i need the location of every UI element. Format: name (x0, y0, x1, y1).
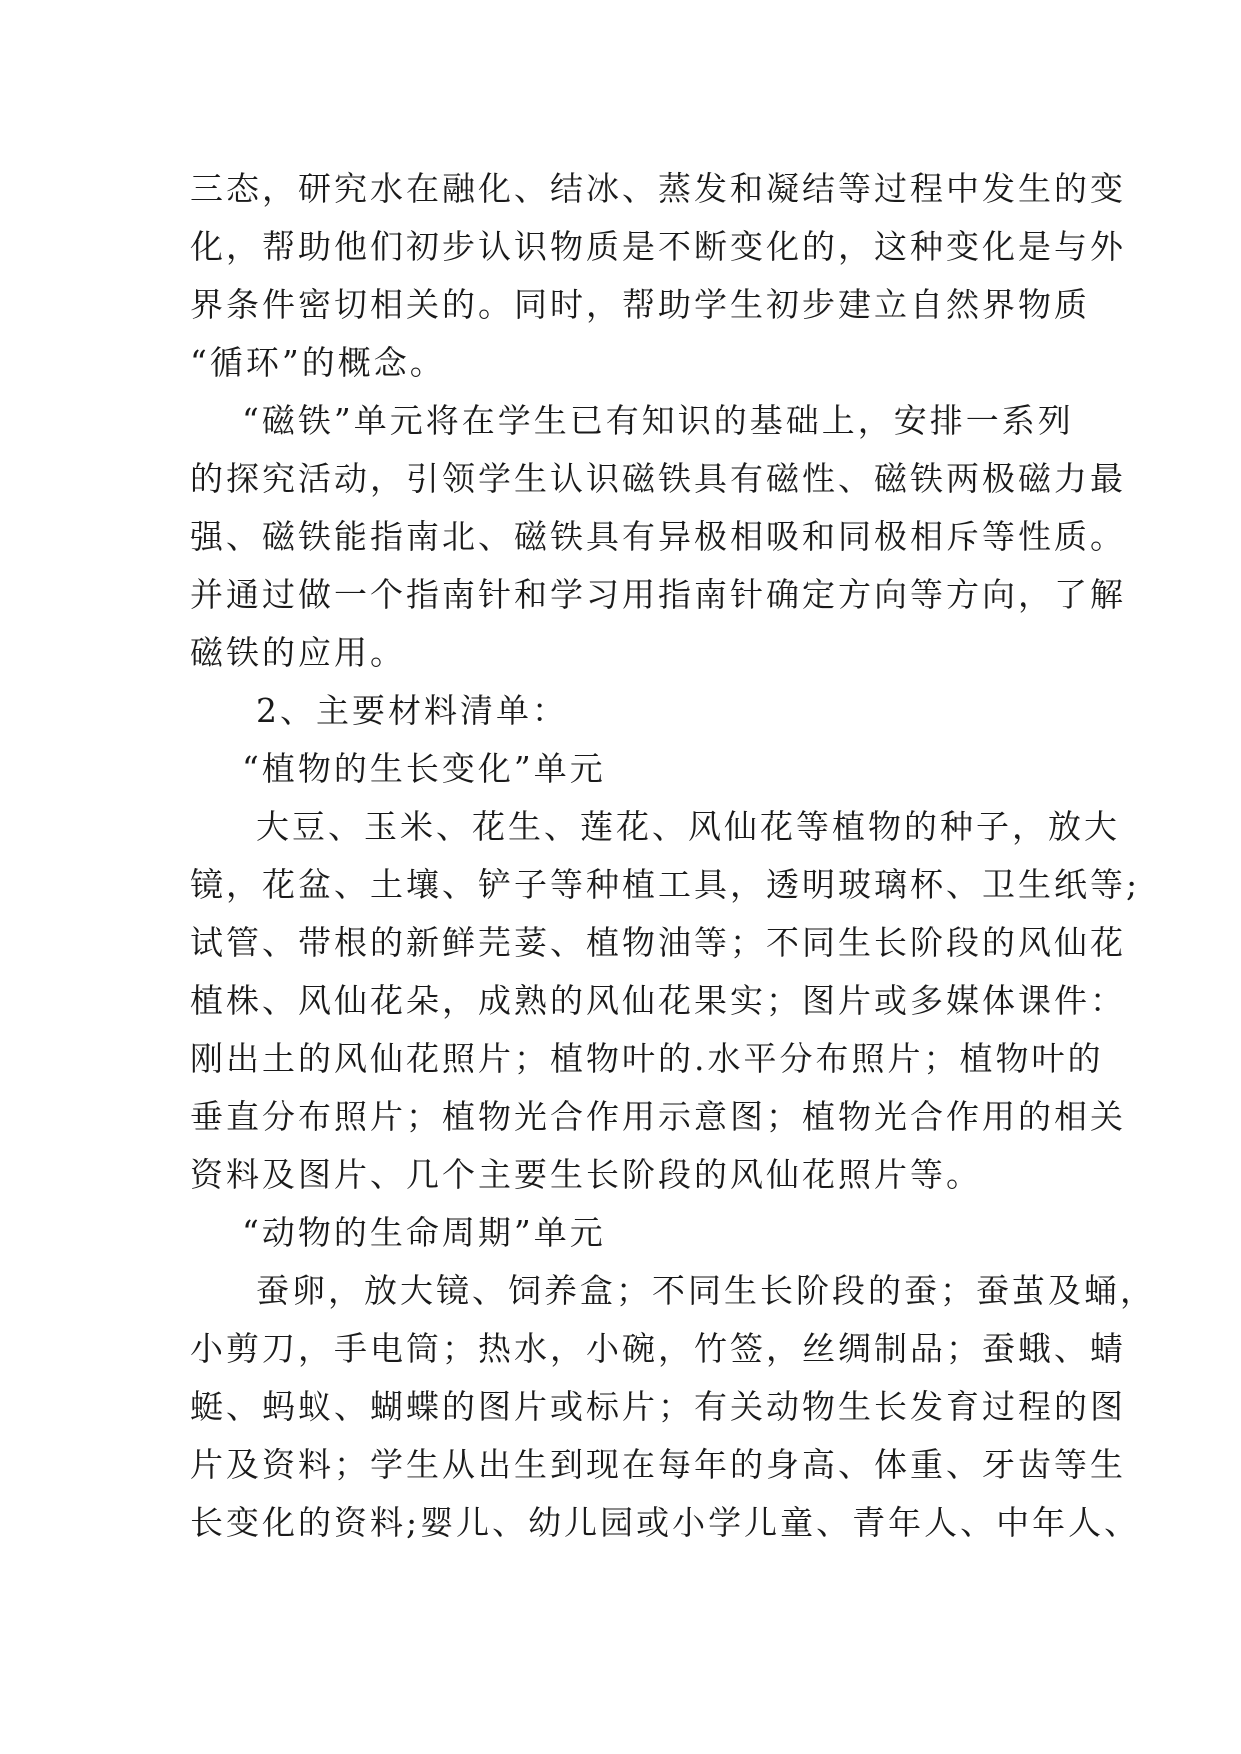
text-line: 三态，研究水在融化、结冰、蒸发和凝结等过程中发生的变 (190, 169, 1126, 208)
text-line: 并通过做一个指南针和学习用指南针确定方向等方向，了解 (190, 575, 1126, 614)
text-line: 强、磁铁能指南北、磁铁具有异极相吸和同极相斥等性质。 (190, 517, 1126, 556)
text-line: 试管、带根的新鲜芫荽、植物油等；不同生长阶段的风仙花 (190, 923, 1126, 962)
text-line: 蚕卵，放大镜、饲养盒；不同生长阶段的蚕；蚕茧及蛹， (256, 1271, 1156, 1310)
unit-heading: “动物的生命周期”单元 (242, 1213, 606, 1252)
text-line: 小剪刀，手电筒；热水，小碗，竹签，丝绸制品；蚕蛾、蜻 (190, 1329, 1126, 1368)
body-text (190, 160, 1156, 1552)
text-line: 蜓、蚂蚁、蝴蝶的图片或标片；有关动物生长发育过程的图 (190, 1387, 1126, 1426)
text-line: “磁铁”单元将在学生已有知识的基础上，安排一系列 (242, 401, 1074, 440)
text-line: 磁铁的应用。 (190, 633, 406, 672)
text-line: 化，帮助他们初步认识物质是不断变化的，这种变化是与外 (190, 227, 1126, 266)
text-line: 植株、风仙花朵，成熟的风仙花果实；图片或多媒体课件： (190, 981, 1126, 1020)
unit-heading: “植物的生长变化”单元 (242, 749, 606, 788)
text-line: 大豆、玉米、花生、莲花、风仙花等植物的种子，放大 (256, 807, 1120, 846)
text-line: 长变化的资料;婴儿、幼儿园或小学儿童、青年人、中年人、 (190, 1503, 1141, 1542)
text-line: 刚出土的风仙花照片；植物叶的.水平分布照片；植物叶的 (190, 1039, 1104, 1078)
text-line: 资料及图片、几个主要生长阶段的风仙花照片等。 (190, 1155, 982, 1194)
text-line: 界条件密切相关的。同时，帮助学生初步建立自然界物质 (190, 285, 1090, 324)
text-line: “循环”的概念。 (190, 343, 446, 382)
section-heading: 2、主要材料清单： (256, 691, 568, 730)
text-line: 片及资料；学生从出生到现在每年的身高、体重、牙齿等生 (190, 1445, 1126, 1484)
text-line: 镜，花盆、土壤、铲子等种植工具，透明玻璃杯、卫生纸等; (190, 865, 1141, 904)
text-line: 的探究活动，引领学生认识磁铁具有磁性、磁铁两极磁力最 (190, 459, 1126, 498)
text-line: 垂直分布照片；植物光合作用示意图；植物光合作用的相关 (190, 1097, 1126, 1136)
